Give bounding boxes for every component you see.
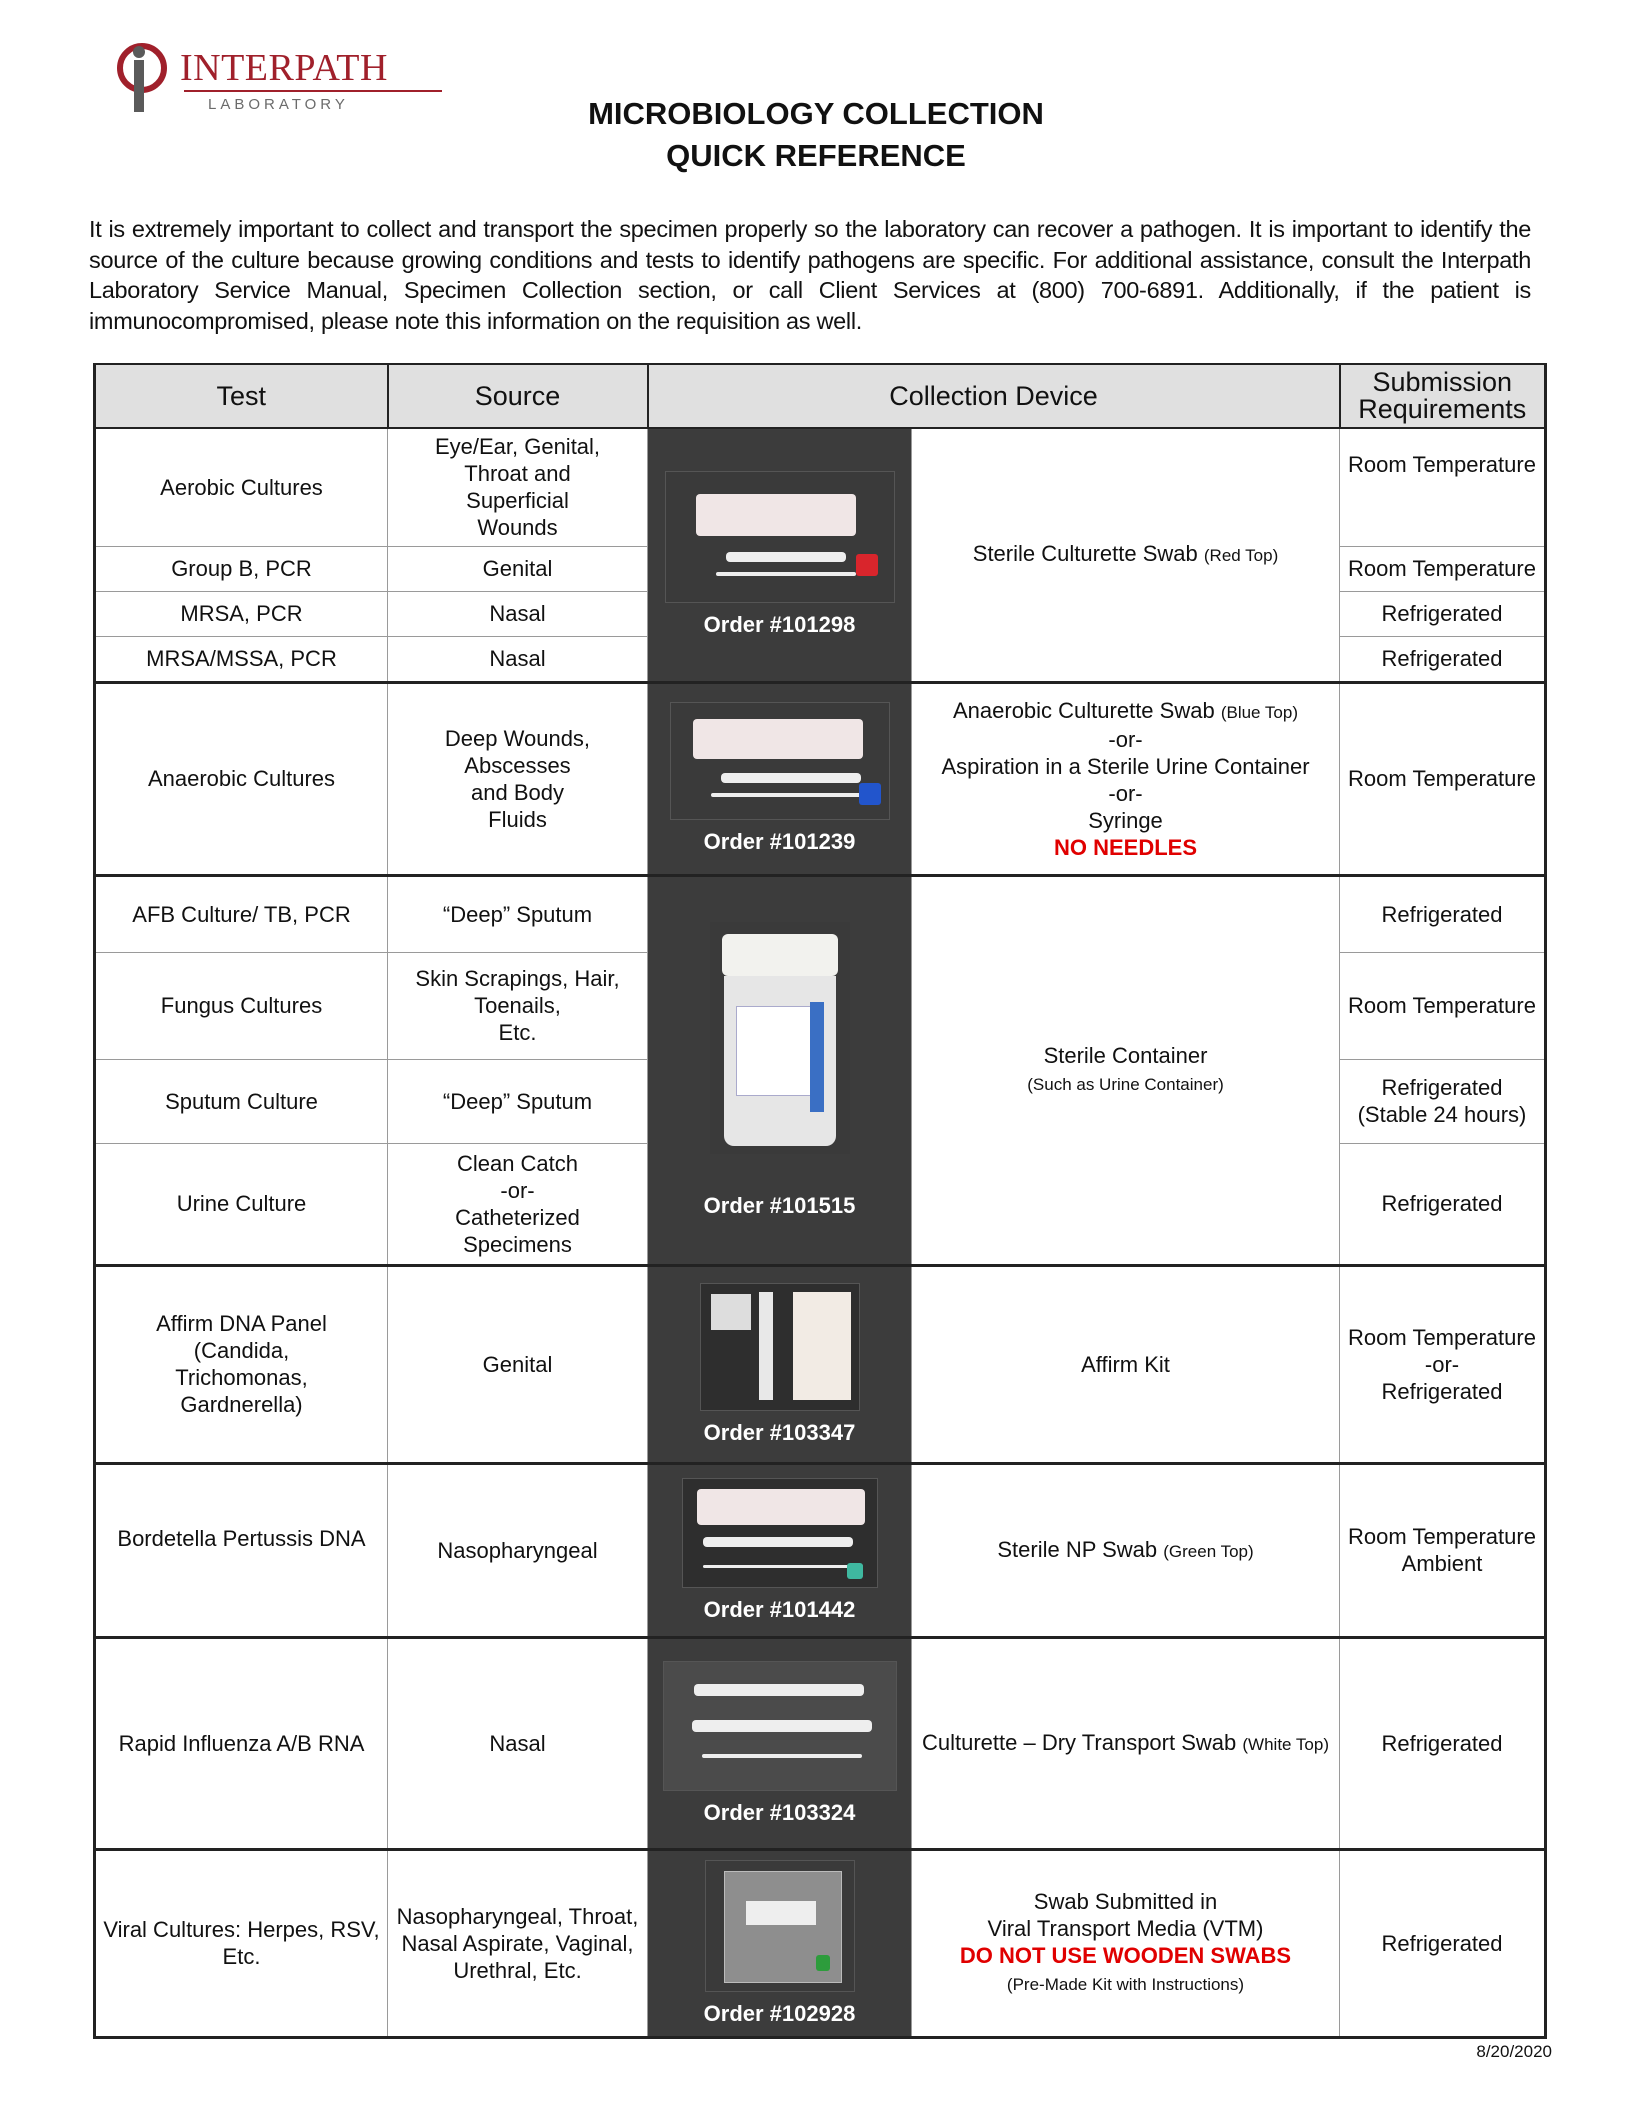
test-cell: Bordetella Pertussis DNA [95,1463,388,1637]
device-photo-cell [648,1463,912,1637]
table-row [95,875,1546,952]
device-description: Anaerobic Culturette Swab (Blue Top) -or- Aspiration in a Sterile Urine Container -or- Syringe NO NEEDLES [912,682,1340,875]
table-row [95,1463,1546,1637]
source-cell: Deep Wounds, Abscesses and Body Fluids [388,682,648,875]
source-cell: Nasal [388,591,648,636]
order-number: Order #101298 [703,612,856,638]
header-source: Source [388,364,648,428]
device-photo-cell [648,1637,912,1849]
header-test: Test [95,364,388,428]
device-photo-cell [648,1849,912,2037]
logo-rule [184,90,442,92]
np-swab-image [682,1478,878,1588]
source-cell: “Deep” Sputum [388,1059,648,1143]
test-cell: AFB Culture/ TB, PCR [95,875,388,952]
submission-cell: Room Temperature Ambient [1340,1463,1546,1637]
submission-cell: Refrigerated (Stable 24 hours) [1340,1059,1546,1143]
order-number: Order #101515 [703,1192,856,1218]
header-collection-device: Collection Device [648,364,1340,428]
table-header-row [95,364,1546,428]
submission-cell: Refrigerated [1340,875,1546,952]
submission-cell: Room Temperature [1340,546,1546,591]
device-photo-cell [648,875,912,1265]
device-description: Sterile Container (Such as Urine Container) [912,875,1340,1265]
intro-paragraph: It is extremely important to collect and transport the specimen properly so the laboratory can recover a pathogen. It is important to identify the source of the culture because growing conditions and tests to identify pathogens are specific. For additional assistance, consult the Interpath Laboratory Service Manual, Specimen Collection section, or call Client Services at (800) 700-6891. Additionally, if the patient is immunocompromised, please note this information on the requisition as well. [89,216,1531,334]
test-cell: Urine Culture [95,1143,388,1265]
source-cell: “Deep” Sputum [388,875,648,952]
test-cell: Aerobic Cultures [95,428,388,546]
header-submission: Submission Requirements [1340,364,1546,428]
device-description: Swab Submitted in Viral Transport Media (VTM) DO NOT USE WOODEN SWABS (Pre-Made Kit with Instructions) [912,1849,1340,2037]
submission-cell: Room Temperature [1340,428,1546,546]
source-cell: Clean Catch -or- Catheterized Specimens [388,1143,648,1265]
submission-cell: Room Temperature -or- Refrigerated [1340,1265,1546,1463]
culturette-swab-image [665,471,895,603]
test-cell: Fungus Cultures [95,952,388,1059]
device-description: Affirm Kit [912,1265,1340,1463]
submission-cell: Refrigerated [1340,1143,1546,1265]
dry-transport-swab-image [663,1661,897,1791]
affirm-kit-image [700,1283,860,1411]
submission-cell: Refrigerated [1340,591,1546,636]
source-cell: Nasopharyngeal [388,1463,648,1637]
test-cell: Sputum Culture [95,1059,388,1143]
table-row [95,682,1546,875]
revision-date: 8/20/2020 [1476,2042,1552,2061]
source-cell: Nasal [388,1637,648,1849]
source-cell: Skin Scrapings, Hair, Toenails, Etc. [388,952,648,1059]
table-row [95,1637,1546,1849]
table-row [95,1265,1546,1463]
order-number: Order #101442 [703,1596,856,1622]
order-number: Order #101239 [703,829,856,854]
order-number: Order #103324 [703,1799,856,1825]
device-photo-cell [648,1265,912,1463]
anaerobic-swab-image [670,702,890,820]
reference-table [93,363,1547,2039]
test-cell: Rapid Influenza A/B RNA [95,1637,388,1849]
submission-cell: Room Temperature [1340,952,1546,1059]
submission-cell: Refrigerated [1340,1849,1546,2037]
table-row [95,428,1546,546]
vtm-kit-image [705,1860,855,1992]
source-cell: Genital [388,546,648,591]
device-description: Culturette – Dry Transport Swab (White Top) [912,1637,1340,1849]
page-title: MICROBIOLOGY COLLECTION [588,96,1044,131]
test-cell: MRSA, PCR [95,591,388,636]
device-photo-cell [648,428,912,682]
sterile-container-image [710,922,850,1154]
source-cell: Nasopharyngeal, Throat, Nasal Aspirate, Vaginal, Urethral, Etc. [388,1849,648,2037]
device-description: Sterile NP Swab (Green Top) [912,1463,1340,1637]
submission-cell: Refrigerated [1340,1637,1546,1849]
source-cell: Eye/Ear, Genital, Throat and Superficial Wounds [388,428,648,546]
test-cell: MRSA/MSSA, PCR [95,636,388,682]
order-number: Order #103347 [703,1419,856,1445]
order-number: Order #102928 [703,2000,856,2026]
page-subtitle: QUICK REFERENCE [666,138,966,173]
test-cell: Affirm DNA Panel (Candida, Trichomonas, Gardnerella) [95,1265,388,1463]
logo-subtitle: LABORATORY [208,96,349,113]
test-cell: Group B, PCR [95,546,388,591]
test-cell: Viral Cultures: Herpes, RSV, Etc. [95,1849,388,2037]
warning-text: DO NOT USE WOODEN SWABS [959,1943,1292,1968]
submission-cell: Refrigerated [1340,636,1546,682]
table-row [95,1849,1546,2037]
source-cell: Genital [388,1265,648,1463]
submission-cell: Room Temperature [1340,682,1546,875]
device-description: Sterile Culturette Swab (Red Top) [912,428,1340,682]
test-cell: Anaerobic Cultures [95,682,388,875]
device-photo-cell [648,682,912,875]
logo-name: INTERPATH [180,47,388,89]
source-cell: Nasal [388,636,648,682]
warning-text: NO NEEDLES [1053,834,1198,860]
